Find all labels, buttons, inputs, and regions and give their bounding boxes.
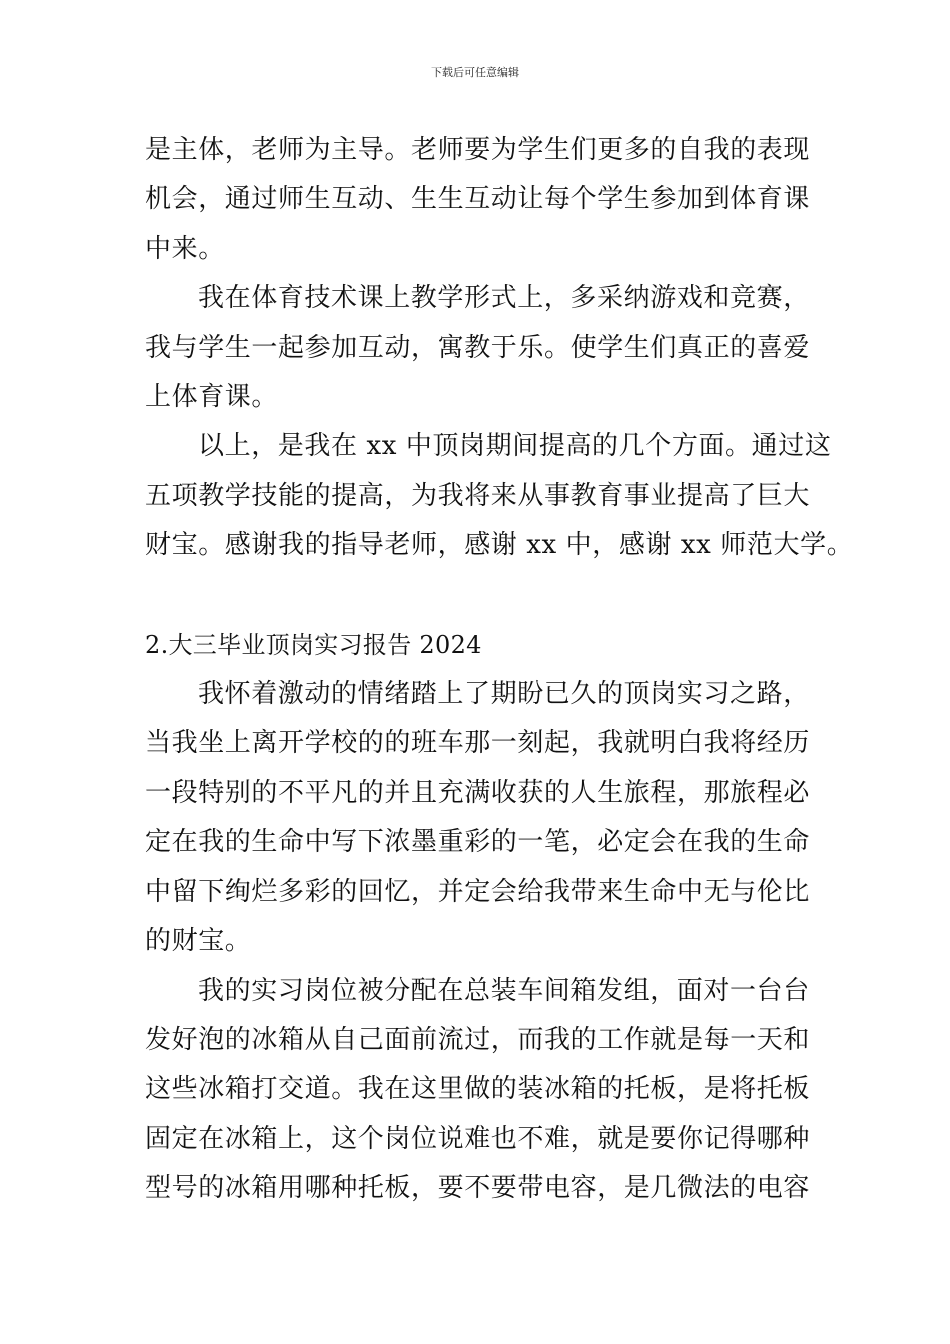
paragraph-continuation (145, 126, 810, 274)
text-line: 当我坐上离开学校的的班车那一刻起，我就明白我将经历 (145, 728, 811, 759)
section-spacer (145, 571, 810, 621)
text-line: 我与学生一起参加互动，寓教于乐。使学生们真正的喜爱 (145, 332, 811, 363)
text-line: 一段特别的不平凡的并且充满收获的人生旅程，那旅程必 (145, 777, 811, 808)
document-body (145, 126, 854, 1214)
text-line: 的财宝。 (145, 926, 252, 957)
paragraph-job-position (145, 967, 810, 1214)
section-heading: 2.大三毕业顶岗实习报告 2024 (145, 630, 482, 659)
paragraph-internship-start (145, 670, 810, 966)
text-line: 固定在冰箱上，这个岗位说难也不难，就是要你记得哪种 (145, 1123, 811, 1154)
page-header: 下载后可任意编辑 (431, 66, 519, 79)
text-line: 是主体，老师为主导。老师要为学生们更多的自我的表现 (145, 135, 811, 165)
text-line: 我的实习岗位被分配在总装车间箱发组，面对一台台 (198, 975, 810, 1006)
text-line: 型号的冰箱用哪种托板，要不要带电容，是几微法的电容 (145, 1173, 811, 1204)
text-line: 这些冰箱打交道。我在这里做的装冰箱的托板，是将托板 (145, 1074, 811, 1105)
text-line: 机会，通过师生互动、生生互动让每个学生参加到体育课 (145, 184, 811, 215)
text-line: 上体育课。 (145, 382, 279, 413)
text-line: 定在我的生命中写下浓墨重彩的一笔，必定会在我的生命 (145, 827, 811, 858)
text-line: 中留下绚烂多彩的回忆，并定会给我带来生命中无与伦比 (145, 876, 811, 907)
text-line: 中来。 (145, 233, 225, 264)
text-line: 财宝。感谢我的指导老师，感谢 xx 中，感谢 xx 师范大学。 (145, 530, 854, 561)
text-line: 以上，是我在 xx 中顶岗期间提高的几个方面。通过这 (198, 431, 832, 462)
text-line: 我在体育技术课上教学形式上，多采纳游戏和竞赛， (198, 283, 810, 314)
paragraph-teaching-form (145, 274, 810, 422)
text-line: 发好泡的冰箱从自己面前流过，而我的工作就是每一天和 (145, 1024, 811, 1055)
paragraph-summary (145, 422, 854, 570)
text-line: 五项教学技能的提高，为我将来从事教育事业提高了巨大 (145, 480, 811, 511)
text-line: 我怀着激动的情绪踏上了期盼已久的顶岗实习之路， (198, 679, 810, 710)
